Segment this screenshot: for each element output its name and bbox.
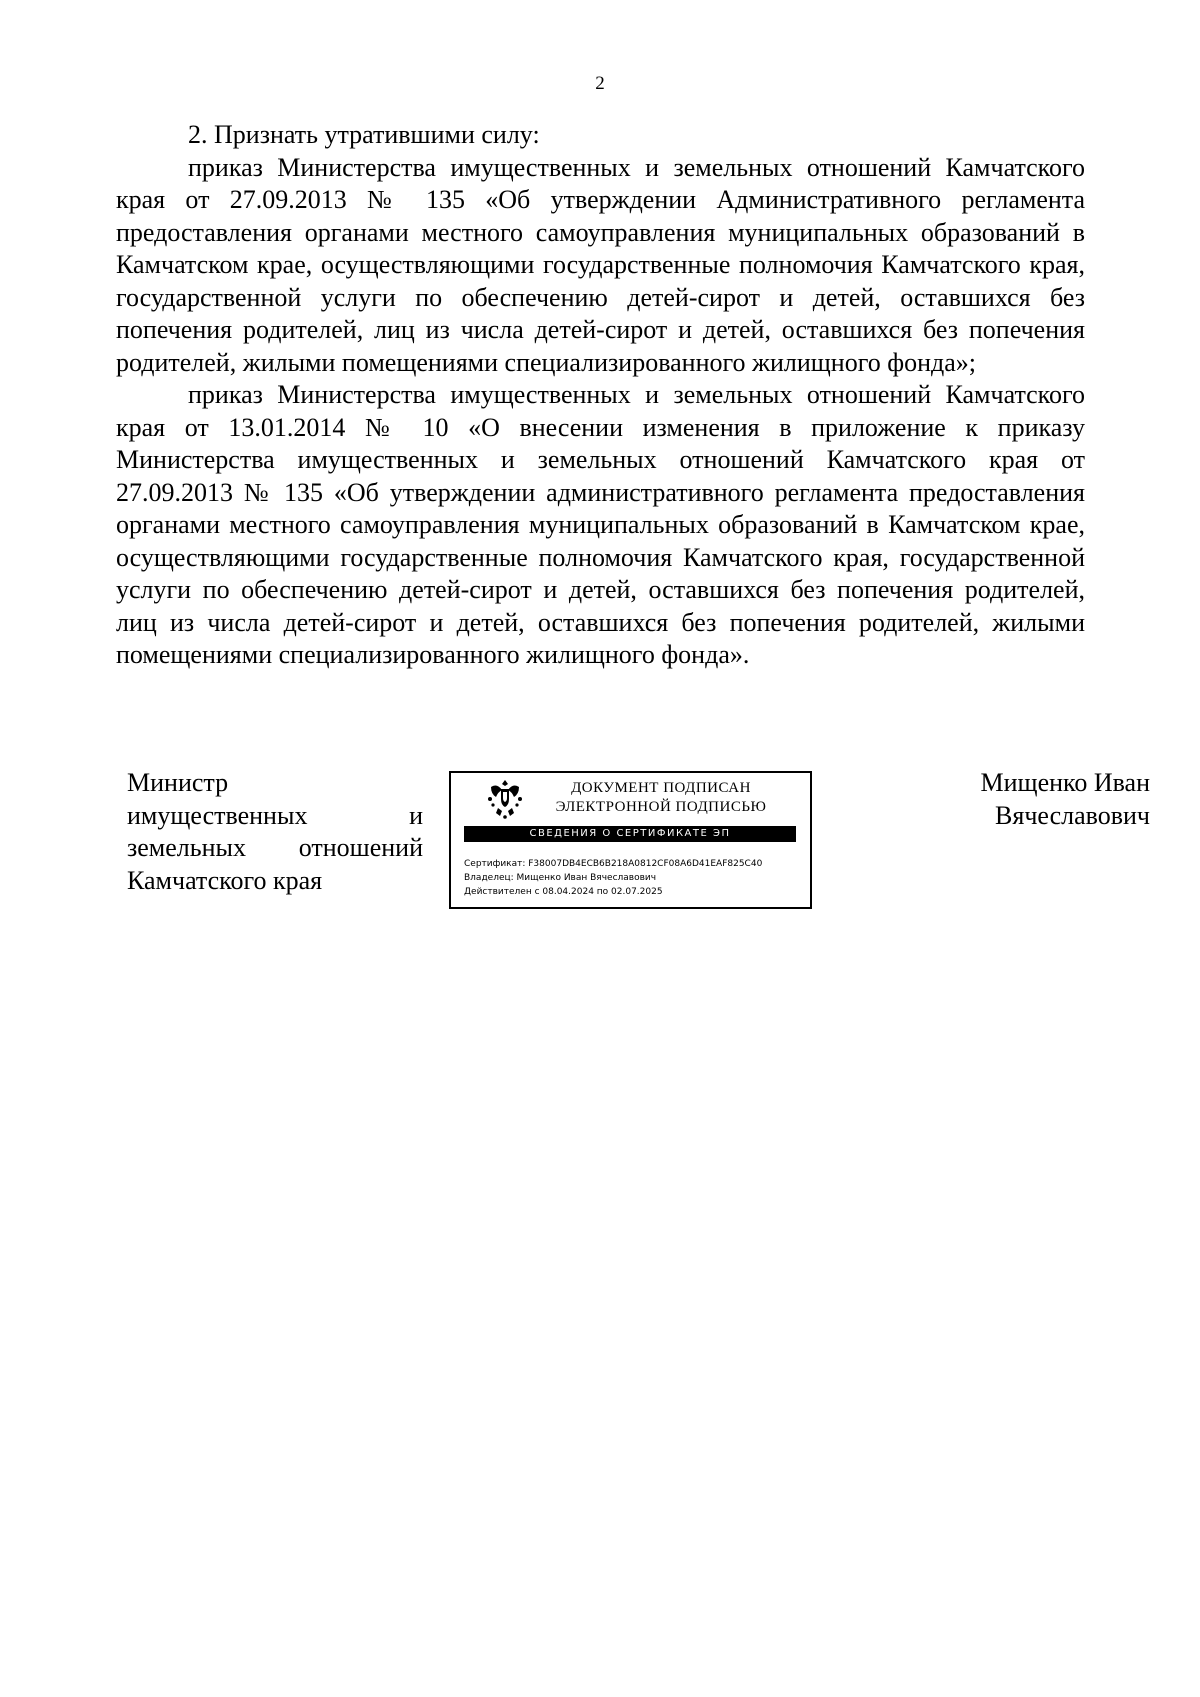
name-line: Мищенко Иван: [980, 768, 1150, 797]
position-line: Министр: [127, 768, 229, 797]
item-2-section: [116, 119, 1085, 672]
position-line: земельных отношений: [127, 833, 423, 862]
coat-of-arms-icon: [483, 777, 527, 821]
position-line: Камчатского края: [127, 865, 323, 895]
signatory-name: [900, 767, 1150, 832]
page-number: 2: [595, 73, 605, 94]
name-line: Вячеславович: [995, 800, 1150, 830]
certificate-owner: Владелец: Мищенко Иван Вячеславович: [464, 873, 657, 883]
signatory-position: [127, 767, 423, 897]
certificate-info-band: СВЕДЕНИЯ О СЕРТИФИКАТЕ ЭП: [464, 826, 796, 842]
repealed-order-paragraph-1: приказ Министерства имущественных и земельных отношений Камчатского края от 27.09.2013 № 135 «Об утверждении Административного регламента предоставления органами местного самоуправления муниципальных образований в Камчатском крае, осуществляющими государственные полномочия Камчатского края, государственной услуги по обеспечению детей-сирот и детей, оставшихся без попечения родителей, лиц из числа детей-сирот и детей, оставшихся без попечения родителей, жилыми помещениями специализированного жилищного фонда»;: [116, 152, 1085, 377]
electronic-signature-stamp: [449, 771, 812, 909]
stamp-title: [531, 779, 791, 817]
stamp-title-line: ДОКУМЕНТ ПОДПИСАН: [571, 780, 751, 796]
item-2-heading: 2. Признать утратившими силу:: [188, 120, 540, 149]
certificate-number: Сертификат: F38007DB4ECB6B218A0812CF08A6D41EAF825C40: [464, 859, 763, 869]
certificate-details: [464, 857, 809, 899]
certificate-validity: Действителен с 08.04.2024 по 02.07.2025: [464, 887, 663, 897]
repealed-order-paragraph-2: приказ Министерства имущественных и земельных отношений Камчатского края от 13.01.2014 № 10 «О внесении изменения в приложение к приказу Министерства имущественных и земельных отношений Камчатского края от 27.09.2013 № 135 «Об утверждении административного регламента предоставления органами местного самоуправления муниципальных образований в Камчатском крае, осуществляющими государственные полномочия Камчатского края, государственной услуги по обеспечению детей-сирот и детей, оставшихся без попечения родителей, лиц из числа детей-сирот и детей, оставшихся без попечения родителей, жилыми помещениями специализированного жилищного фонда».: [116, 380, 1085, 669]
stamp-title-line: ЭЛЕКТРОННОЙ ПОДПИСЬЮ: [555, 799, 767, 815]
position-line: имущественных и: [127, 800, 423, 830]
